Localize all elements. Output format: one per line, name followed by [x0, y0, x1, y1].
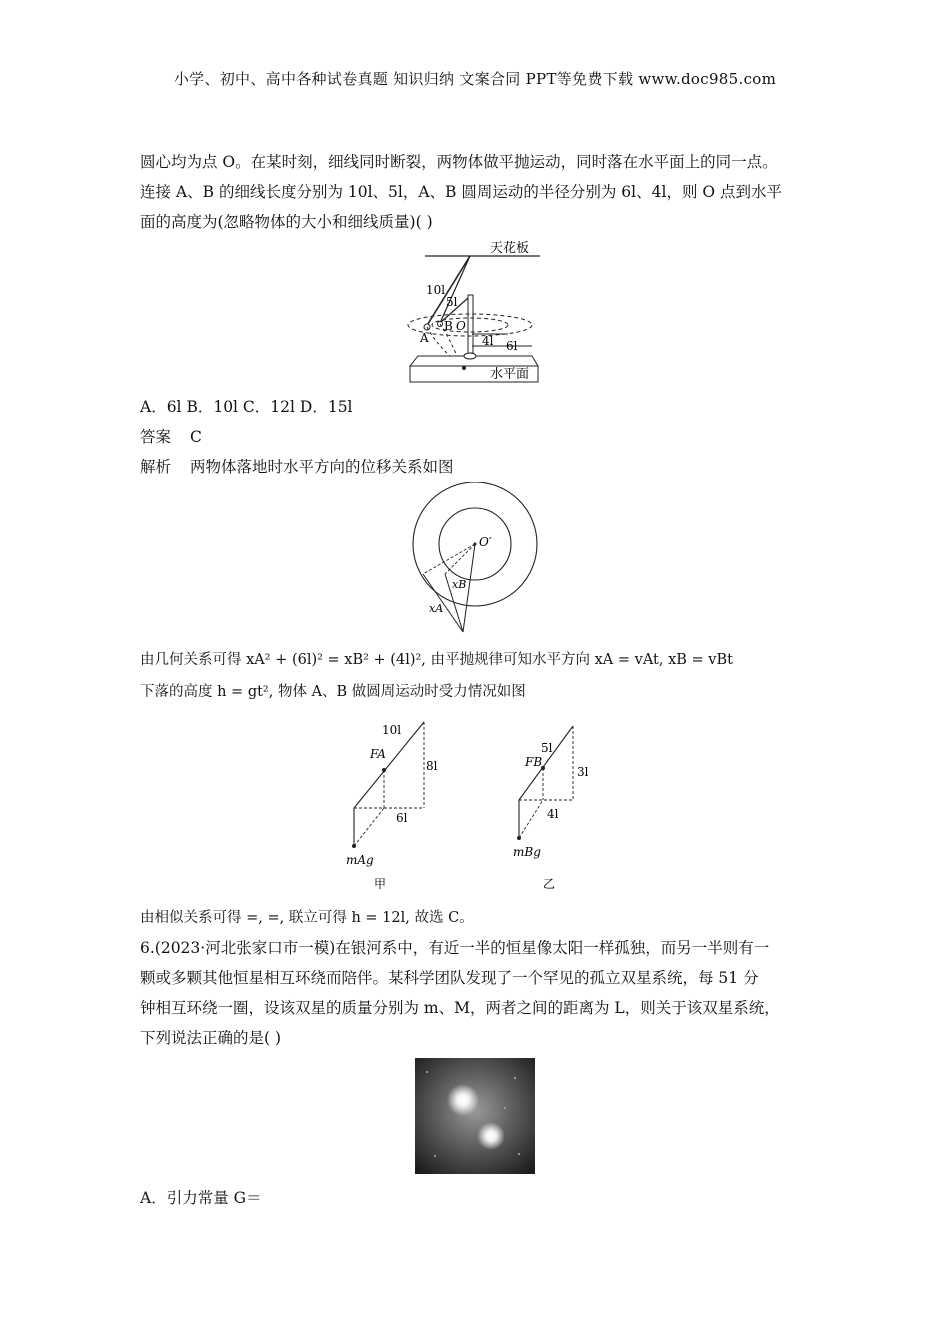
jia-force-label: FA — [370, 747, 386, 761]
yi-caption: 乙 — [543, 877, 556, 891]
center-o-prime-label: O′ — [479, 535, 492, 549]
q5-line-2: 连接 A、B 的细线长度分别为 10l、5l，A、B 圆周运动的半径分别为 6l、4l，则 O 点到水平 — [140, 183, 783, 201]
object-b-label: B — [444, 319, 453, 333]
jia-gravity-label: mAg — [346, 853, 374, 867]
answer-value: C — [189, 428, 202, 446]
yi-force-label: FB — [525, 755, 543, 769]
jia-horizontal-label: 6l — [396, 811, 408, 825]
yi-vertical-label: 3l — [577, 765, 589, 779]
q5-analysis-row — [140, 455, 453, 477]
concentric-circles-figure — [405, 482, 545, 637]
object-a-label: A — [420, 331, 429, 345]
thread-10l-label: 10l — [426, 283, 446, 297]
jia-hyp-label: 10l — [382, 723, 402, 737]
jia-caption: 甲 — [374, 877, 387, 891]
star-2-icon — [477, 1122, 505, 1150]
star-1-icon — [447, 1084, 479, 1116]
radius-6l-label: 6l — [506, 339, 518, 353]
formula-geometry: 由几何关系可得 xA² + (6l)² = xB² + (4l)², 由平抛规律可知水平方向 xA = vAt, xB = vBt — [140, 652, 733, 668]
q6-line-1: 6.(2023·河北张家口市一模)在银河系中，有近一半的恒星像太阳一样孤独，而另一半则有一 — [140, 939, 770, 957]
q5-conclusion: 由相似关系可得 =, =, 联立可得 h = 12l, 故选 C。 — [140, 910, 474, 926]
jia-vertical-label: 8l — [426, 759, 438, 773]
xb-label: xB — [452, 578, 467, 591]
q5-line-1: 圆心均为点 O。在某时刻，细线同时断裂，两物体做平抛运动，同时落在水平面上的同一点。 — [140, 153, 778, 171]
yi-hyp-label: 5l — [541, 741, 553, 755]
thread-5l-label: 5l — [446, 295, 458, 309]
page-header: 小学、初中、高中各种试卷真题 知识归纳 文案合同 PPT等免费下载 www.doc985.com — [173, 70, 777, 88]
binary-star-image — [415, 1058, 535, 1174]
q6-line-4: 下列说法正确的是( ) — [140, 1029, 282, 1047]
radius-4l-label: 4l — [482, 334, 494, 348]
center-o-label: O — [456, 319, 466, 333]
q6-line-2: 颗或多颗其他恒星相互环绕而陪伴。某科学团队发现了一个罕见的孤立双星系统，每 51 分 — [140, 969, 759, 987]
q6-line-3: 钟相互环绕一圈，设该双星的质量分别为 m、M，两者之间的距离为 L，则关于该双星系统， — [140, 999, 780, 1017]
analysis-label: 解析 — [140, 458, 172, 476]
ground-label: 水平面 — [490, 367, 530, 382]
q5-options: A．6l B．10l C．12l D．15l — [140, 398, 353, 416]
ceiling-label: 天花板 — [490, 241, 530, 256]
yi-gravity-label: mBg — [513, 845, 541, 859]
xa-label: xA — [429, 602, 444, 615]
q5-answer-row — [140, 425, 202, 447]
force-diagram-jia — [340, 718, 450, 893]
force-diagram-yi — [505, 718, 615, 893]
answer-label: 答案 — [140, 428, 172, 446]
formula-fall-height: 下落的高度 h = gt², 物体 A、B 做圆周运动时受力情况如图 — [140, 684, 526, 700]
yi-horizontal-label: 4l — [547, 807, 559, 821]
circular-motion-figure — [400, 238, 550, 386]
q5-line-3: 面的高度为(忽略物体的大小和细线质量)( ) — [140, 213, 433, 231]
analysis-text: 两物体落地时水平方向的位移关系如图 — [189, 458, 454, 476]
q6-option-a: A．引力常量 G＝ — [140, 1189, 262, 1207]
